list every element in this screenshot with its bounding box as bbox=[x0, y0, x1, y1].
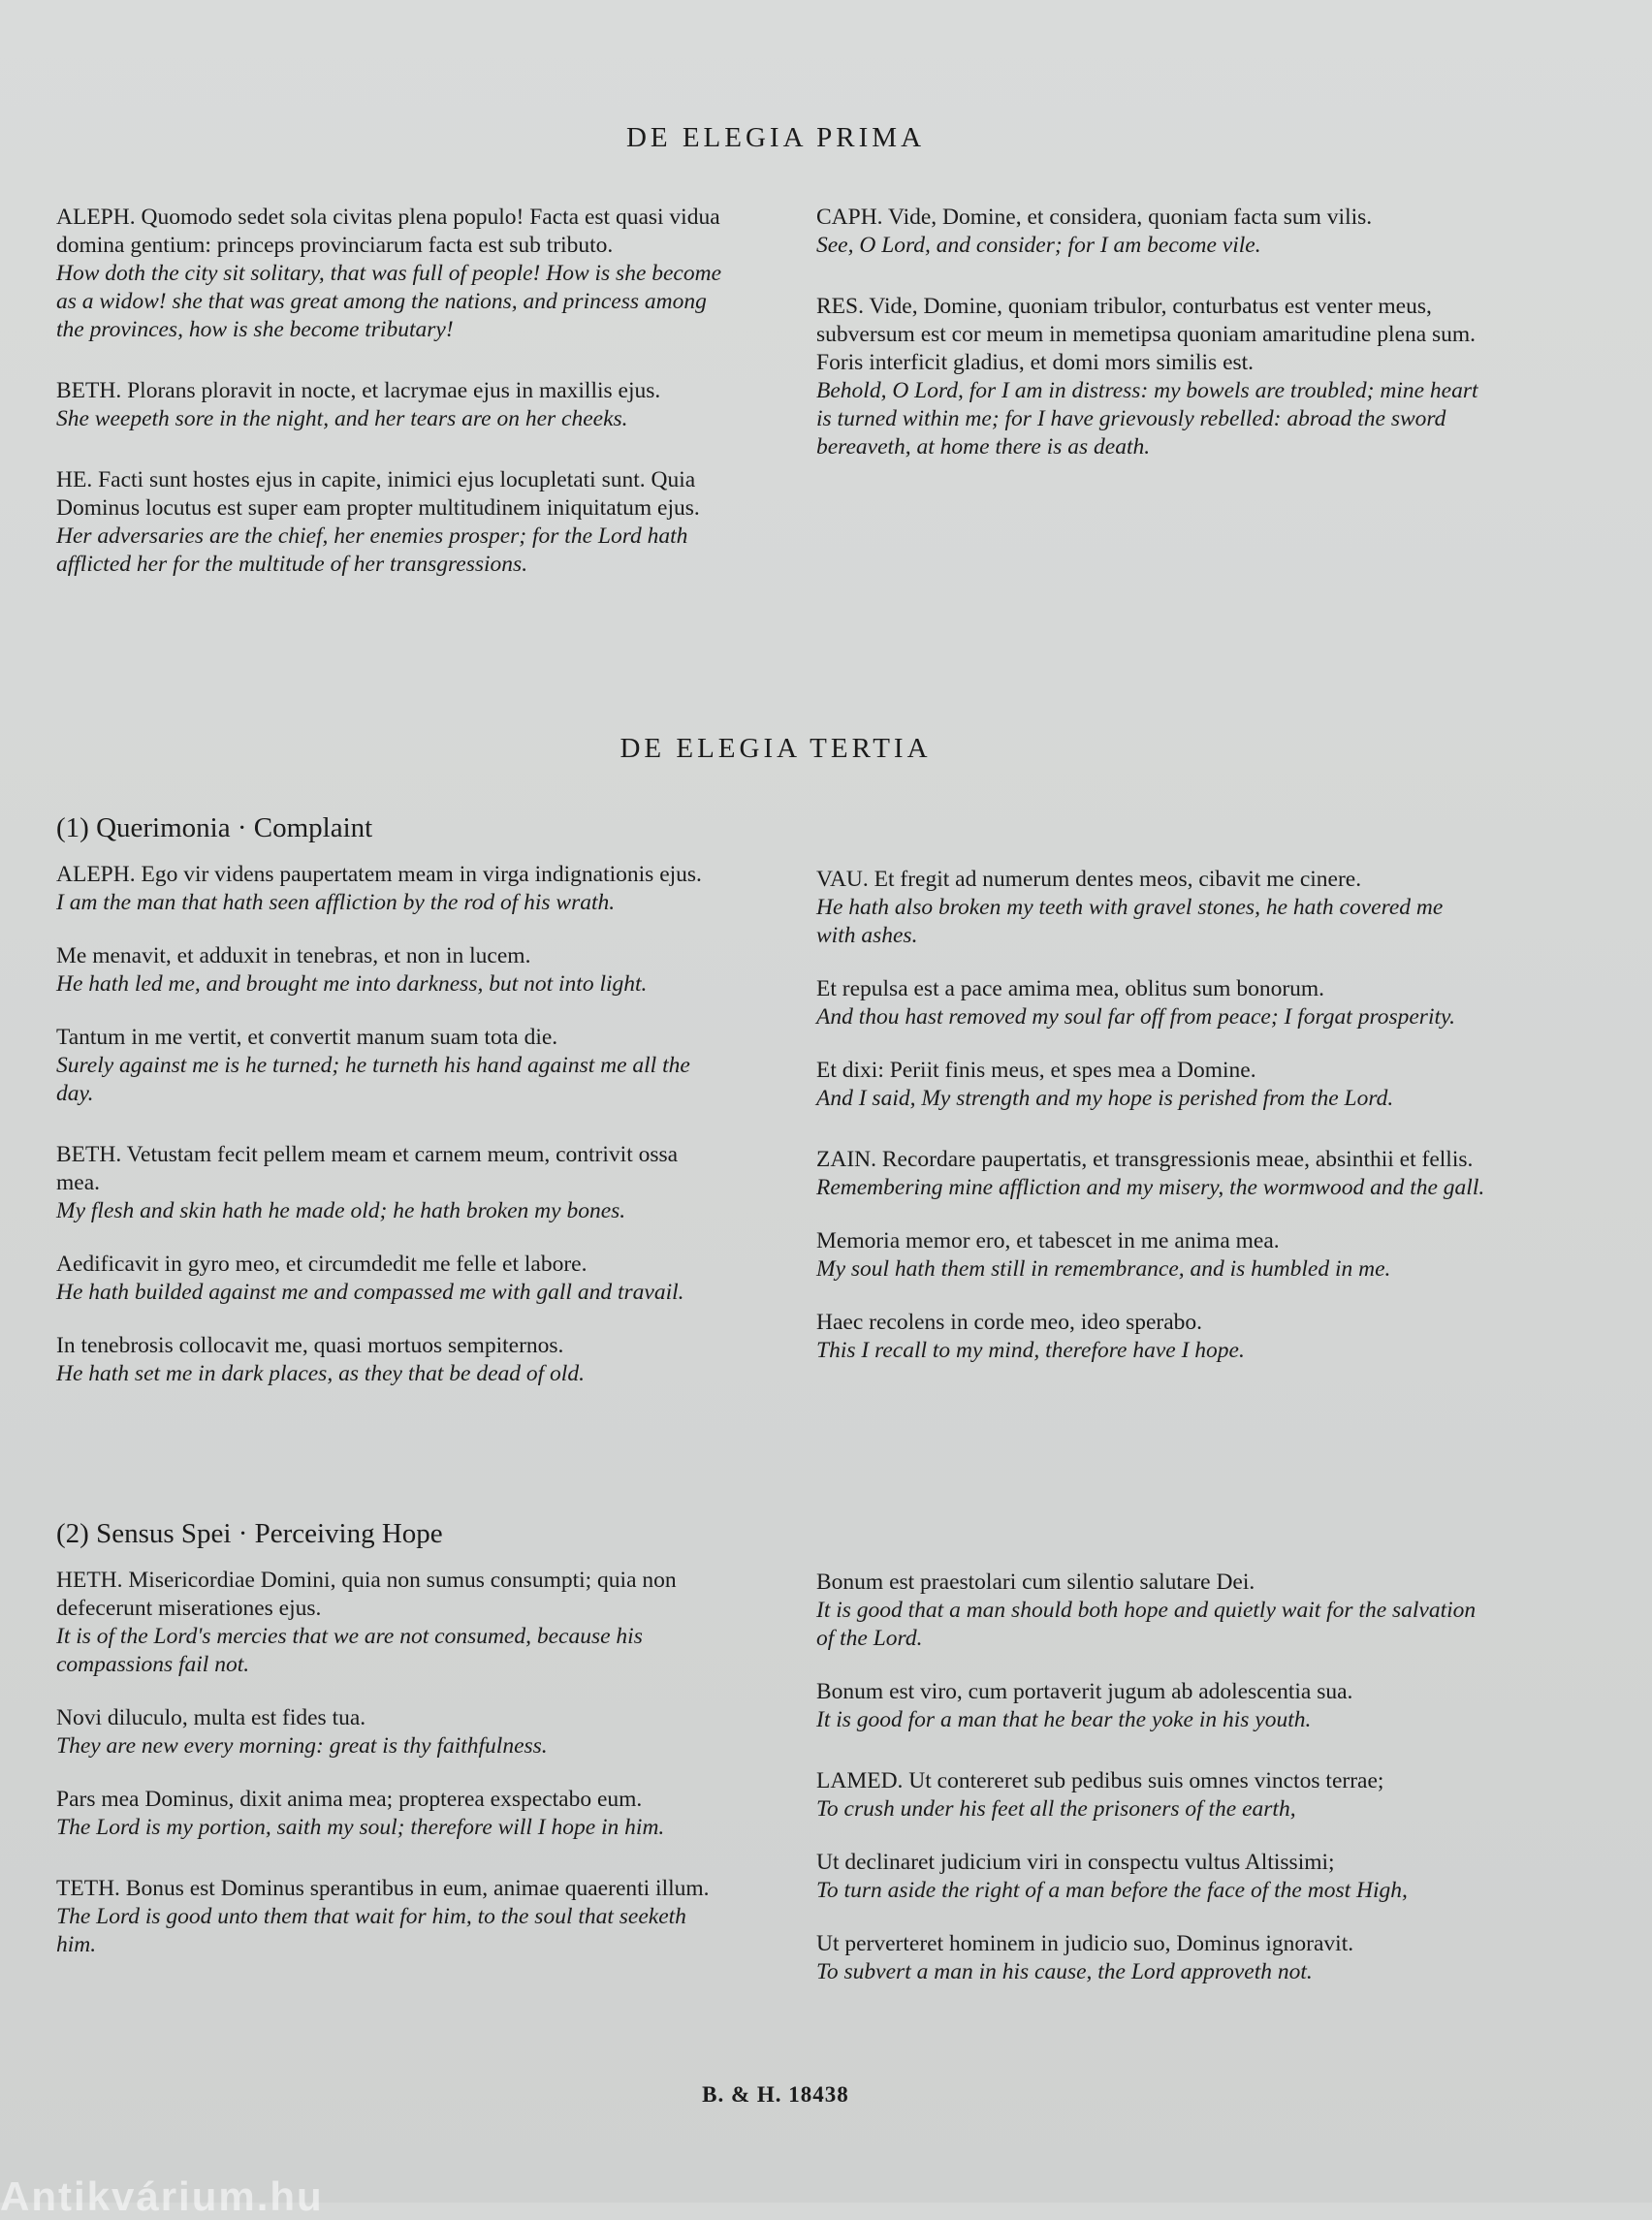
latin-text: Bonum est praestolari cum silentio salutare Dei. bbox=[816, 1570, 1255, 1595]
latin-text: TETH. Bonus est Dominus sperantibus in eum, animae quaerenti illum. bbox=[56, 1876, 710, 1901]
subsection-heading-complaint: (1) Querimonia · Complaint bbox=[56, 812, 373, 843]
english-text: It is of the Lord's mercies that we are not consumed, because his compassions fail not. bbox=[56, 1624, 643, 1677]
section-title-tertia: DE ELEGIA TERTIA bbox=[620, 733, 932, 764]
verse bbox=[816, 204, 1485, 260]
english-text: This I recall to my mind, therefore have I hope. bbox=[816, 1338, 1245, 1363]
verse bbox=[816, 1569, 1485, 1653]
verse bbox=[816, 1849, 1485, 1905]
verse bbox=[816, 1146, 1485, 1202]
latin-text: Haec recolens in corde meo, ideo sperabo. bbox=[816, 1310, 1203, 1335]
latin-text: LAMED. Ut contereret sub pedibus suis omnes vinctos terrae; bbox=[816, 1768, 1384, 1793]
verse bbox=[816, 975, 1485, 1031]
verse bbox=[56, 466, 725, 579]
english-text: Remembering mine affliction and my misery, the wormwood and the gall. bbox=[816, 1175, 1485, 1200]
latin-text: ZAIN. Recordare paupertatis, et transgressionis meae, absinthii et fellis. bbox=[816, 1147, 1474, 1172]
english-text: It is good for a man that he bear the yoke in his youth. bbox=[816, 1707, 1312, 1732]
verse bbox=[56, 861, 725, 917]
latin-text: BETH. Vetustam fecit pellem meam et carnem meum, contrivit ossa mea. bbox=[56, 1142, 679, 1195]
english-text: He hath set me in dark places, as they that be dead of old. bbox=[56, 1361, 585, 1386]
english-text: Surely against me is he turned; he turneth his hand against me all the day. bbox=[56, 1053, 690, 1106]
verse bbox=[56, 1567, 725, 1679]
english-text: My soul hath them still in remembrance, and is humbled in me. bbox=[816, 1256, 1391, 1282]
verse bbox=[56, 1704, 725, 1760]
english-text: And I said, My strength and my hope is perished from the Lord. bbox=[816, 1086, 1394, 1111]
verse bbox=[56, 1332, 725, 1388]
english-text: Her adversaries are the chief, her enemies prosper; for the Lord hath afflicted her for the multitude of her transgressions. bbox=[56, 523, 688, 577]
latin-text: BETH. Plorans ploravit in nocte, et lacrymae ejus in maxillis ejus. bbox=[56, 378, 661, 403]
verse bbox=[816, 866, 1485, 950]
latin-text: Aedificavit in gyro meo, et circumdedit me felle et labore. bbox=[56, 1252, 588, 1277]
verse bbox=[56, 1875, 725, 1959]
latin-text: CAPH. Vide, Domine, et considera, quoniam facta sum vilis. bbox=[816, 205, 1373, 230]
verse bbox=[816, 1930, 1485, 1986]
watermark: Antikvárium.hu bbox=[0, 2173, 324, 2219]
hope-right-column bbox=[816, 1569, 1485, 2012]
latin-text: Tantum in me vertit, et convertit manum suam tota die. bbox=[56, 1025, 558, 1050]
english-text: They are new every morning: great is thy faithfulness. bbox=[56, 1733, 548, 1759]
english-text: It is good that a man should both hope and quietly wait for the salvation of the Lord. bbox=[816, 1598, 1477, 1651]
latin-text: Et dixi: Periit finis meus, et spes mea a Domine. bbox=[816, 1058, 1256, 1083]
english-text: He hath builded against me and compassed me with gall and travail. bbox=[56, 1280, 684, 1305]
verse bbox=[56, 1251, 725, 1307]
latin-text: Ut declinaret judicium viri in conspectu vultus Altissimi; bbox=[816, 1850, 1335, 1875]
latin-text: VAU. Et fregit ad numerum dentes meos, cibavit me cinere. bbox=[816, 867, 1362, 892]
english-text: And thou hast removed my soul far off from peace; I forgat prosperity. bbox=[816, 1004, 1456, 1030]
latin-text: ALEPH. Ego vir videns paupertatem meam in virga indignationis ejus. bbox=[56, 862, 702, 887]
verse bbox=[56, 377, 725, 433]
english-text: Behold, O Lord, for I am in distress: my bowels are troubled; mine heart is turned within me; for I have grievously rebelled: abroad the sword bereaveth, at home there is as death. bbox=[816, 378, 1478, 460]
complaint-right-column bbox=[816, 866, 1485, 1390]
latin-text: In tenebrosis collocavit me, quasi mortuos sempiternos. bbox=[56, 1333, 564, 1358]
latin-text: Bonum est viro, cum portaverit jugum ab adolescentia sua. bbox=[816, 1679, 1353, 1704]
verse bbox=[816, 1309, 1485, 1365]
verse bbox=[816, 1678, 1485, 1734]
english-text: The Lord is good unto them that wait for him, to the soul that seeketh him. bbox=[56, 1904, 686, 1957]
english-text: I am the man that hath seen affliction by the rod of his wrath. bbox=[56, 890, 616, 915]
verse bbox=[816, 293, 1485, 461]
latin-text: Novi diluculo, multa est fides tua. bbox=[56, 1705, 366, 1730]
latin-text: HETH. Misericordiae Domini, quia non sumus consumpti; quia non defecerunt miserationes ejus. bbox=[56, 1568, 677, 1621]
verse bbox=[56, 1024, 725, 1108]
verse bbox=[56, 1786, 725, 1842]
complaint-left-column bbox=[56, 861, 725, 1413]
latin-text: Memoria memor ero, et tabescet in me anima mea. bbox=[816, 1228, 1280, 1253]
english-text: To crush under his feet all the prisoners of the earth, bbox=[816, 1796, 1296, 1822]
section-title-prima: DE ELEGIA PRIMA bbox=[625, 122, 926, 153]
latin-text: RES. Vide, Domine, quoniam tribulor, conturbatus est venter meus, subversum est cor meum in memetipsa quoniam amaritudine plena sum. Foris interficit gladius, et domi mors similis est. bbox=[816, 294, 1477, 375]
verse bbox=[816, 1227, 1485, 1284]
prima-left-column bbox=[56, 204, 725, 604]
english-text: To subvert a man in his cause, the Lord approveth not. bbox=[816, 1959, 1313, 1984]
english-text: She weepeth sore in the night, and her tears are on her cheeks. bbox=[56, 406, 628, 431]
verse bbox=[56, 1141, 725, 1225]
latin-text: HE. Facti sunt hostes ejus in capite, inimici ejus locupletati sunt. Quia Dominus locutus est super eam propter multitudinem iniquitatum ejus. bbox=[56, 467, 700, 521]
latin-text: Et repulsa est a pace amima mea, oblitus sum bonorum. bbox=[816, 976, 1325, 1001]
publisher-plate-number: B. & H. 18438 bbox=[702, 2082, 849, 2107]
verse bbox=[816, 1057, 1485, 1113]
english-text: He hath also broken my teeth with gravel stones, he hath covered me with ashes. bbox=[816, 895, 1444, 948]
latin-text: Pars mea Dominus, dixit anima mea; propterea exspectabo eum. bbox=[56, 1787, 643, 1812]
prima-right-column bbox=[816, 204, 1485, 487]
verse bbox=[816, 1767, 1485, 1824]
english-text: To turn aside the right of a man before the face of the most High, bbox=[816, 1878, 1408, 1903]
english-text: He hath led me, and brought me into darkness, but not into light. bbox=[56, 971, 648, 997]
latin-text: Ut perverteret hominem in judicio suo, Dominus ignoravit. bbox=[816, 1931, 1354, 1956]
verse bbox=[56, 942, 725, 999]
verse bbox=[56, 204, 725, 344]
hope-left-column bbox=[56, 1567, 725, 1984]
latin-text: Me menavit, et adduxit in tenebras, et non in lucem. bbox=[56, 943, 531, 968]
english-text: How doth the city sit solitary, that was full of people! How is she become as a widow! she that was great among the nations, and princess among the provinces, how is she become tributary! bbox=[56, 261, 722, 342]
subsection-heading-hope: (2) Sensus Spei · Perceiving Hope bbox=[56, 1518, 443, 1549]
english-text: My flesh and skin hath he made old; he hath broken my bones. bbox=[56, 1198, 626, 1223]
english-text: The Lord is my portion, saith my soul; therefore will I hope in him. bbox=[56, 1815, 665, 1840]
english-text: See, O Lord, and consider; for I am become vile. bbox=[816, 233, 1261, 258]
latin-text: ALEPH. Quomodo sedet sola civitas plena populo! Facta est quasi vidua domina gentium: princeps provinciarum facta est sub tributo. bbox=[56, 205, 720, 258]
